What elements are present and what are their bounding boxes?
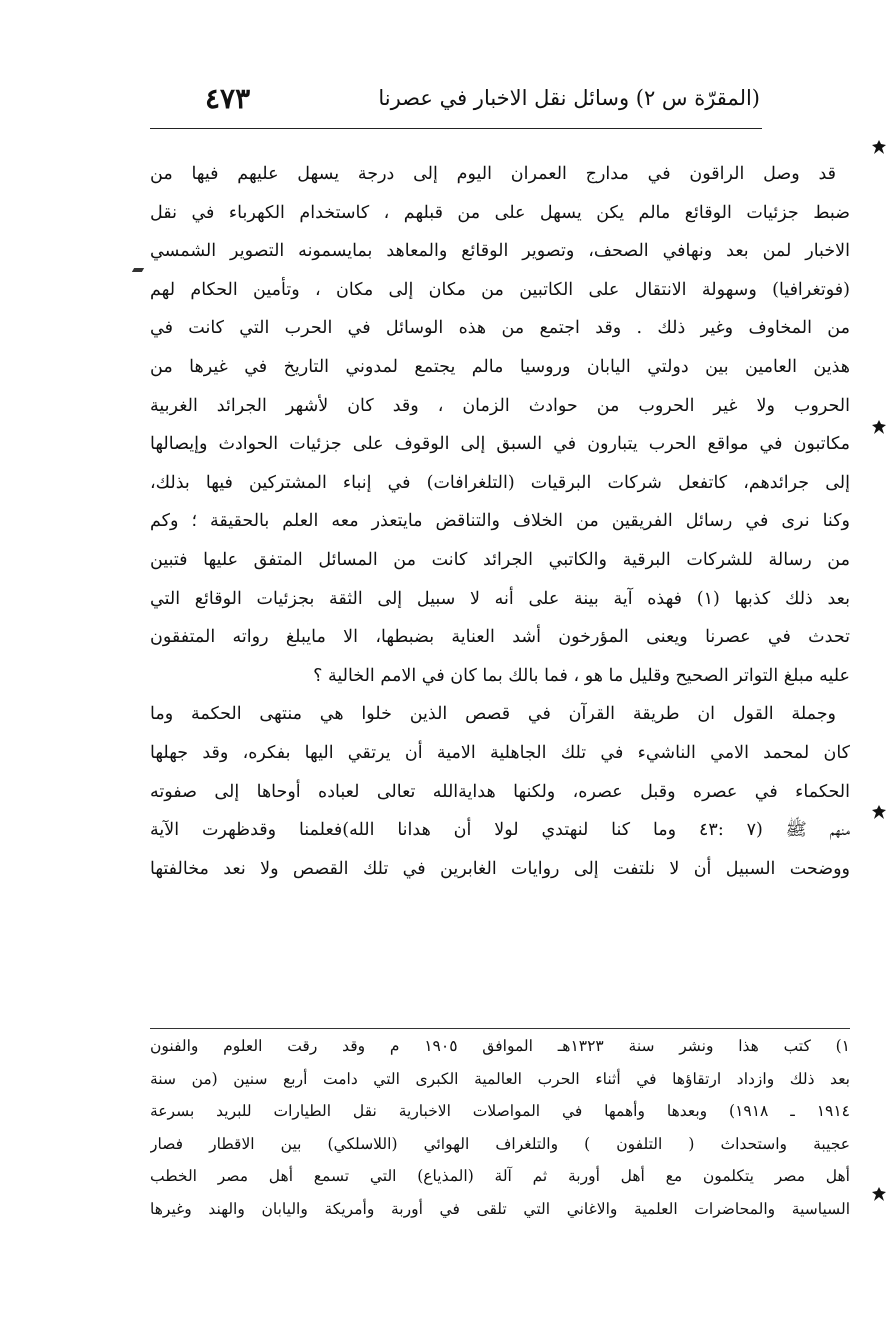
running-header [150,82,760,122]
footnote-line: أهل مصر يتكلمون مع أهل أوربة ثم آلة (المذياع) التي تسمع أهل مصر الخطب [150,1167,850,1185]
body-line: منهم ﷺ (٧ :٤٣ وما كنا لنهتدي لولا أن هدانا الله)فعلمنا وقدظهرت الآية [150,820,850,841]
body-line: عليه مبلغ التواتر الصحيح وقليل ما هو ، فما بالك بما كان في الامم الخالية ؟ [313,665,850,686]
footnote-rule [150,1028,850,1029]
body-line: وجملة القول ان طريقة القرآن في قصص الذين خلوا هي منتهى الحكمة وما [150,704,836,725]
body-line: من رسالة للشركات البرقية والكاتبي الجرائد كانت من المسائل المتفق عليها فتبين [150,549,850,570]
footnote-line: السياسية والمحاضرات العلمية والاغاني التي تلقى في أوربة وأمريكة واليابان والهند وغيرها [150,1199,850,1218]
footnote-line: ١٩١٤ ـ ١٩١٨) وبعدها وأهمها في المواصلات الاخبارية نقل الطيارات للبريد بسرعة [150,1102,850,1120]
body-line: مكاتبون في مواقع الحرب يتبارون في السبق إلى الوقوف على جزئيات الحوادث وإيصالها [150,434,850,455]
binding-hole-icon [872,805,886,819]
binding-hole-icon [872,420,886,434]
body-line: قد وصل الراقون في مدارج العمران اليوم إلى درجة يسهل عليهم فيها من [150,164,836,184]
body-line: الحكماء في عصره وقبل عصره، ولكنها هدايةالله تعالى لعباده أوحاها إلى صفوته [150,781,850,802]
body-line: بعد ذلك كذبها (١) فهذه آية بينة على أنه لا سبيل إلى الثقة بجزئيات الوقائع التي [150,588,850,609]
body-text [150,155,850,888]
body-line: (فوتغرافيا) وسهولة الانتقال على الكاتبين من مكان إلى مكان ، وتأمين الحكام لهم [150,279,850,300]
footnote-line: ١) كتب هذا ونشر سنة ١٣٢٣هـ الموافق ١٩٠٥ م وقد رقت العلوم والفنون [150,1037,850,1055]
page-number: ٤٧٣ [205,82,251,115]
binding-hole-icon [872,1187,886,1201]
body-line: الحروب ولا غير الحروب من حوادث الزمان ، وقد كان لأشهر الجرائد الغربية [150,395,850,416]
footnotes [150,1030,850,1225]
body-line: تحدث في عصرنا ويعنى المؤرخون أشد العناية بضبطها، الا مايبلغ رواته المتفقون [150,627,850,648]
body-line: من المخاوف وغير ذلك . وقد اجتمع من هذه الوسائل في الحرب التي كانت في [150,318,850,339]
body-line: ضبط جزئيات الوقائع مالم يكن يسهل على من قبلهم ، كاستخدام الكهرباء في نقل [150,202,850,223]
header-rule [150,128,762,129]
body-line: الاخبار لمن بعد ونهافي الصحف، وتصوير الوقائع والمعاهد بمايسمونه التصوير الشمسي [150,241,850,262]
body-line: إلى جرائدهم، كاتفعل شركات البرقيات (التلغرافات) في إنباء المشتركين فيها بذلك، [150,472,850,493]
body-line: ووضحت السبيل أن لا نلتفت إلى روايات الغابرين في تلك القصص ولا نعد مخالفتها [150,858,850,879]
body-line: هذين العامين بين دولتي اليابان وروسيا مالم يجتمع لمدوني التاريخ في غيرها من [150,356,850,377]
header-title: (المقرّة س ٢) وسائل نقل الاخبار في عصرنا [378,86,760,110]
body-line: كان لمحمد الامي الناشيء في تلك الجاهلية الامية أن يرتقي اليها بفكره، وقد جهلها [150,742,850,763]
footnote-line: بعد ذلك وازداد ارتقاؤها في أثناء الحرب العالمية الكبرى التي دامت أربع سنين (من سنة [150,1069,850,1088]
binding-hole-icon [872,140,886,154]
footnote-line: عجيبة واستحداث ( التلفون ) والتلغراف الهوائي (اللاسلكي) بين الاقطار فصار [150,1134,850,1153]
margin-mark [132,268,144,272]
body-line: وكنا نرى في رسائل الفريقين من الخلاف والتناقض مايتعذر معه العلم بالحقيقة ؛ وكم [150,511,850,532]
